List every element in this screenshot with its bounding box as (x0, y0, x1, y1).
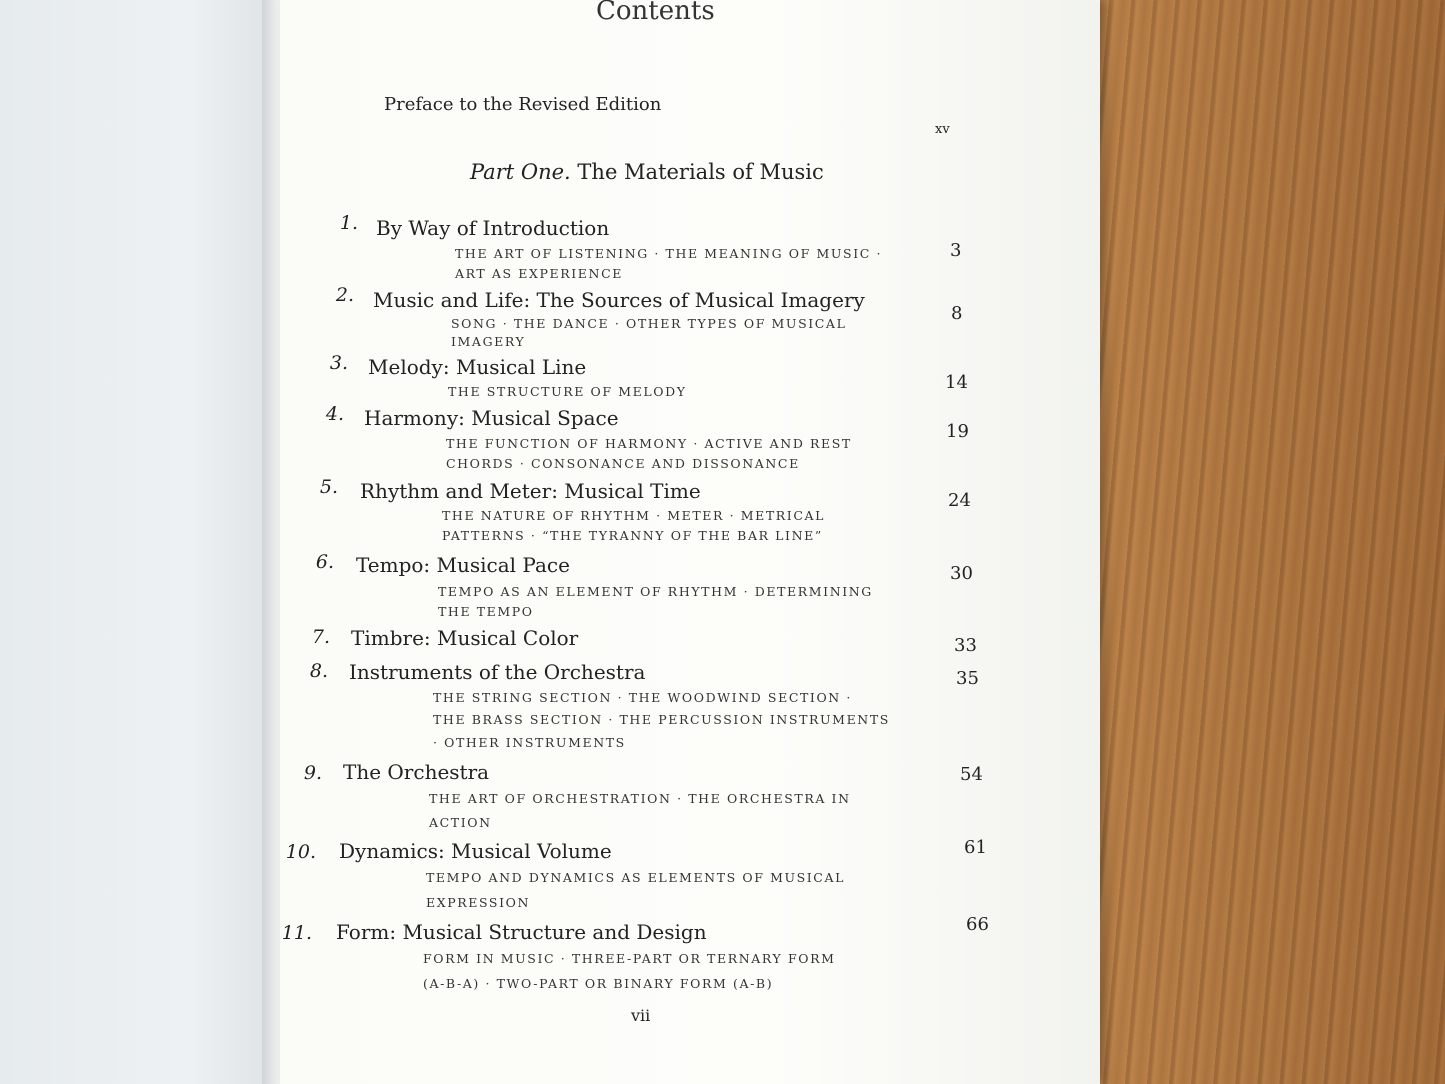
chapter-subtopics: THE BRASS SECTION · THE PERCUSSION INSTRUMENTS (433, 712, 890, 727)
page-folio: vii (631, 1006, 651, 1025)
chapter-page: 33 (954, 635, 977, 656)
chapter-subtopics: CHORDS · CONSONANCE AND DISSONANCE (446, 456, 800, 471)
left-blank-page (0, 0, 268, 1084)
chapter-number: 6. (315, 551, 334, 573)
chapter-page: 54 (960, 764, 983, 785)
chapter-number: 1. (339, 212, 358, 234)
chapter-subtopics: IMAGERY (451, 334, 526, 349)
chapter-subtopics: EXPRESSION (426, 895, 531, 910)
chapter-subtopics: (A-B-A) · TWO-PART OR BINARY FORM (A-B) (423, 976, 774, 991)
chapter-subtopics: SONG · THE DANCE · OTHER TYPES OF MUSICAL (451, 316, 847, 331)
chapter-subtopics: THE ART OF ORCHESTRATION · THE ORCHESTRA IN (429, 791, 851, 806)
chapter-subtopics: THE NATURE OF RHYTHM · METER · METRICAL (442, 508, 826, 523)
chapter-subtopics: THE STRUCTURE OF MELODY (448, 384, 687, 399)
chapter-subtopics: · OTHER INSTRUMENTS (433, 735, 626, 750)
chapter-number: 9. (303, 762, 322, 784)
chapter-title: Harmony: Musical Space (364, 406, 619, 430)
page-title: Contents (596, 0, 715, 26)
chapter-subtopics: ACTION (429, 815, 492, 830)
chapter-page: 61 (964, 837, 987, 858)
preface-title: Preface to the Revised Edition (384, 94, 662, 115)
chapter-title: Melody: Musical Line (368, 355, 587, 379)
chapter-title: By Way of Introduction (376, 216, 610, 240)
chapter-title: Tempo: Musical Pace (356, 553, 570, 577)
chapter-title: Rhythm and Meter: Musical Time (360, 479, 701, 503)
chapter-subtopics: PATTERNS · “THE TYRANNY OF THE BAR LINE” (442, 528, 823, 543)
chapter-page: 8 (951, 303, 963, 324)
chapter-number: 5. (319, 476, 338, 498)
chapter-page: 14 (945, 372, 968, 393)
chapter-page: 66 (966, 914, 989, 935)
chapter-title: Form: Musical Structure and Design (336, 920, 707, 944)
chapter-page: 30 (950, 563, 973, 584)
chapter-subtopics: TEMPO AND DYNAMICS AS ELEMENTS OF MUSICAL (426, 870, 845, 885)
part-label: Part One. (470, 160, 571, 184)
chapter-number: 8. (309, 660, 328, 682)
contents-page (280, 0, 1100, 1084)
chapter-number: 3. (329, 352, 348, 374)
part-title: The Materials of Music (577, 160, 824, 184)
chapter-number: 4. (325, 403, 344, 425)
chapter-subtopics: TEMPO AS AN ELEMENT OF RHYTHM · DETERMINING (438, 584, 873, 599)
wood-table-background (1065, 0, 1445, 1084)
chapter-title: Dynamics: Musical Volume (339, 839, 612, 863)
chapter-number: 11. (281, 922, 312, 944)
chapter-title: Timbre: Musical Color (351, 626, 579, 650)
chapter-title: Instruments of the Orchestra (349, 660, 646, 684)
chapter-subtopics: ART AS EXPERIENCE (455, 266, 623, 281)
chapter-subtopics: THE ART OF LISTENING · THE MEANING OF MUSIC · (455, 246, 883, 261)
part-heading (470, 160, 824, 184)
chapter-number: 2. (335, 284, 354, 306)
chapter-page: 19 (946, 421, 969, 442)
chapter-subtopics: THE STRING SECTION · THE WOODWIND SECTION · (433, 690, 852, 705)
preface-page: xv (935, 122, 950, 137)
chapter-title: The Orchestra (343, 760, 490, 784)
chapter-number: 7. (311, 626, 330, 648)
chapter-number: 10. (285, 841, 316, 863)
chapter-title: Music and Life: The Sources of Musical Imagery (373, 288, 865, 312)
chapter-subtopics: FORM IN MUSIC · THREE-PART OR TERNARY FORM (423, 951, 836, 966)
chapter-page: 35 (956, 668, 979, 689)
chapter-subtopics: THE FUNCTION OF HARMONY · ACTIVE AND REST (446, 436, 852, 451)
chapter-page: 24 (948, 490, 971, 511)
chapter-subtopics: THE TEMPO (438, 604, 534, 619)
chapter-page: 3 (950, 240, 962, 261)
